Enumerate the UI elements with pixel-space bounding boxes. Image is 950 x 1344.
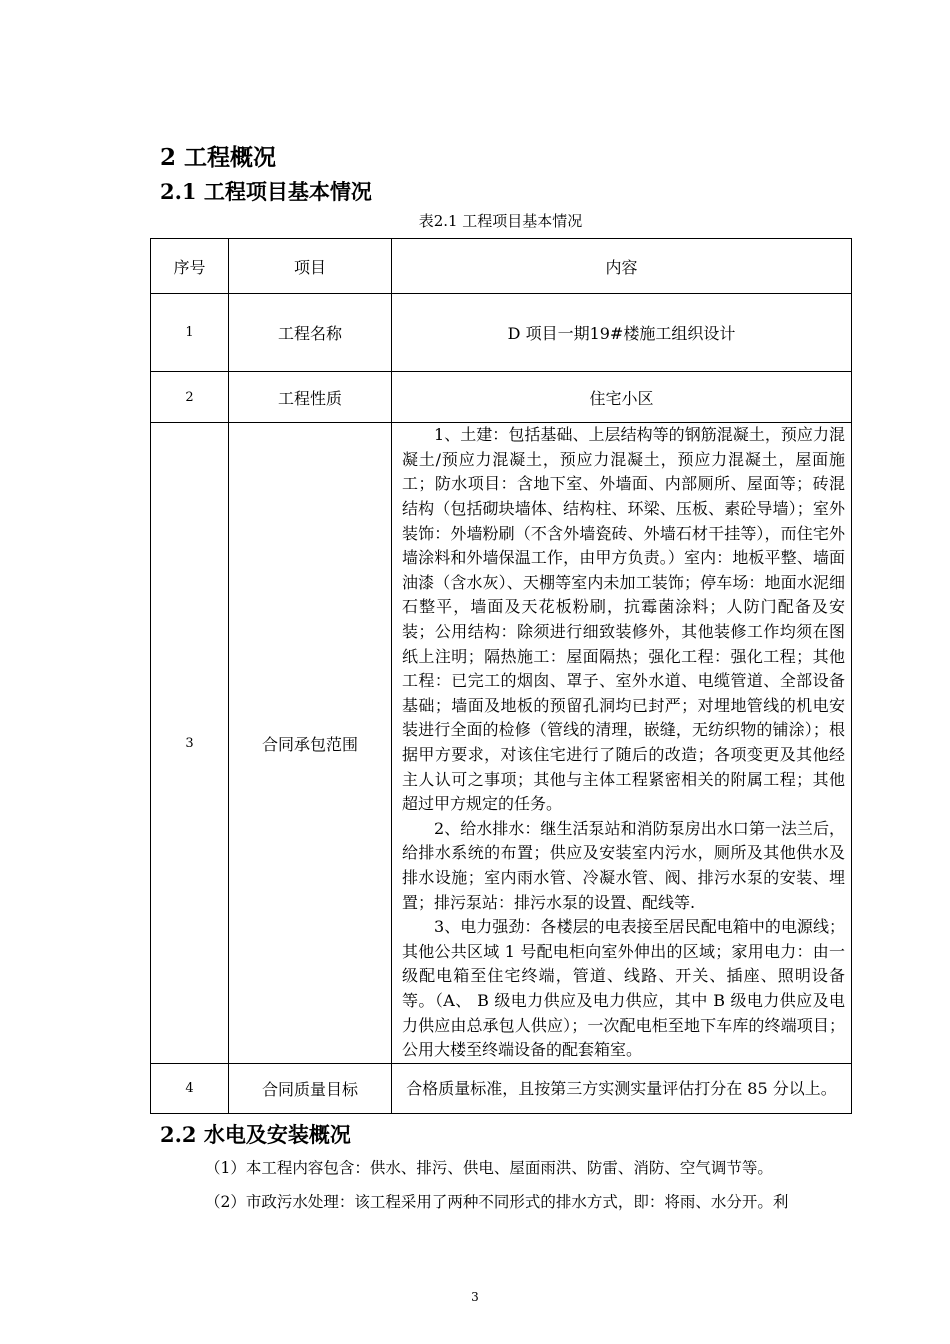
table-row bbox=[151, 372, 852, 423]
subsection-heading-2-1: 2.1 工程项目基本情况 bbox=[160, 179, 372, 204]
project-info-table bbox=[150, 238, 852, 1114]
scope-paragraph-electric: 3、电力强劲：各楼层的电表接至居民配电箱中的电源线；其他公共区域 1 号配电柜向室外伸出的区域；家用电力：由一级配电箱至住宅终端，管道、线路、开关、插座、照明设备等。（A、 B 级电力供应及电力供应，其中 B 级电力供应及电力供应由总承包人供应）；一次配电柜至地下车库的终端项目；公用大楼至终端设备的配套箱室。 bbox=[402, 917, 845, 1060]
page-number: 3 bbox=[471, 1290, 479, 1304]
row-item: 工程名称 bbox=[229, 294, 392, 372]
row-item: 合同承包范围 bbox=[229, 423, 392, 1064]
body-paragraph: （2）市政污水处理：该工程采用了两种不同形式的排水方式，即：将雨、水分开。利 bbox=[205, 1193, 789, 1211]
table-row bbox=[151, 294, 852, 372]
row-content: 合格质量标准，且按第三方实测实量评估打分在 85 分以上。 bbox=[392, 1064, 852, 1114]
table-header-row bbox=[151, 239, 852, 294]
section-heading: 2 工程概况 bbox=[160, 144, 277, 171]
header-item: 项目 bbox=[229, 239, 392, 294]
scope-paragraph-civil: 1、土建：包括基础、上层结构等的钢筋混凝土，预应力混凝土/预应力混凝土，预应力混凝土，预应力混凝土，屋面施工；防水项目：含地下室、外墙面、内部厕所、屋面等；砖混结构（包括砌块墙体、结构柱、环梁、压板、素砼导墙）；室外装饰：外墙粉刷（不含外墙瓷砖、外墙石材干挂等），而住宅外墙涂料和外墙保温工作，由甲方负责。）室内：地板平整、墙面油漆（含水灰）、天棚等室内未加工装饰；停车场：地面水泥细石整平，墙面及天花板粉刷，抗霉菌涂料；人防门配备及安装；公用结构：除须进行细致装修外，其他装修工作均须在图纸上注明；隔热施工：屋面隔热；强化工程：强化工程；其他工程：已完工的烟囱、罩子、室外水道、电缆管道、全部设备基础；墙面及地板的预留孔洞均已封严；对埋地管线的机电安装进行全面的检修（管线的清理，嵌缝，无纺织物的铺涂）；根据甲方要求，对该住宅进行了随后的改造；各项变更及其他经主人认可之事项；其他与主体工程紧密相关的附属工程；其他超过甲方规定的任务。 bbox=[402, 425, 845, 814]
scope-paragraph-water: 2、给水排水：继生活泵站和消防泵房出水口第一法兰后，给排水系统的布置；供应及安装室内污水，厕所及其他供水及排水设施；室内雨水管、冷凝水管、阀、排污水泵的安装、埋置；排污泵站：排污水泵的设置、配线等. bbox=[402, 818, 845, 912]
row-content: 住宅小区 bbox=[392, 372, 852, 423]
row-content: D 项目一期19#楼施工组织设计 bbox=[392, 294, 852, 372]
subsection-heading-2-2: 2.2 水电及安装概况 bbox=[160, 1122, 351, 1147]
header-num: 序号 bbox=[151, 239, 229, 294]
row-item: 合同质量目标 bbox=[229, 1064, 392, 1114]
contract-scope-content bbox=[392, 423, 852, 1064]
header-content: 内容 bbox=[392, 239, 852, 294]
table-row bbox=[151, 1064, 852, 1114]
row-num: 4 bbox=[151, 1064, 229, 1114]
table-row bbox=[151, 423, 852, 1064]
body-paragraph: （1）本工程内容包含：供水、排污、供电、屋面雨洪、防雷、消防、空气调节等。 bbox=[205, 1159, 773, 1177]
table-caption: 表2.1 工程项目基本情况 bbox=[418, 212, 583, 230]
row-num: 3 bbox=[151, 423, 229, 1064]
row-num: 1 bbox=[151, 294, 229, 372]
row-item: 工程性质 bbox=[229, 372, 392, 423]
row-num: 2 bbox=[151, 372, 229, 423]
